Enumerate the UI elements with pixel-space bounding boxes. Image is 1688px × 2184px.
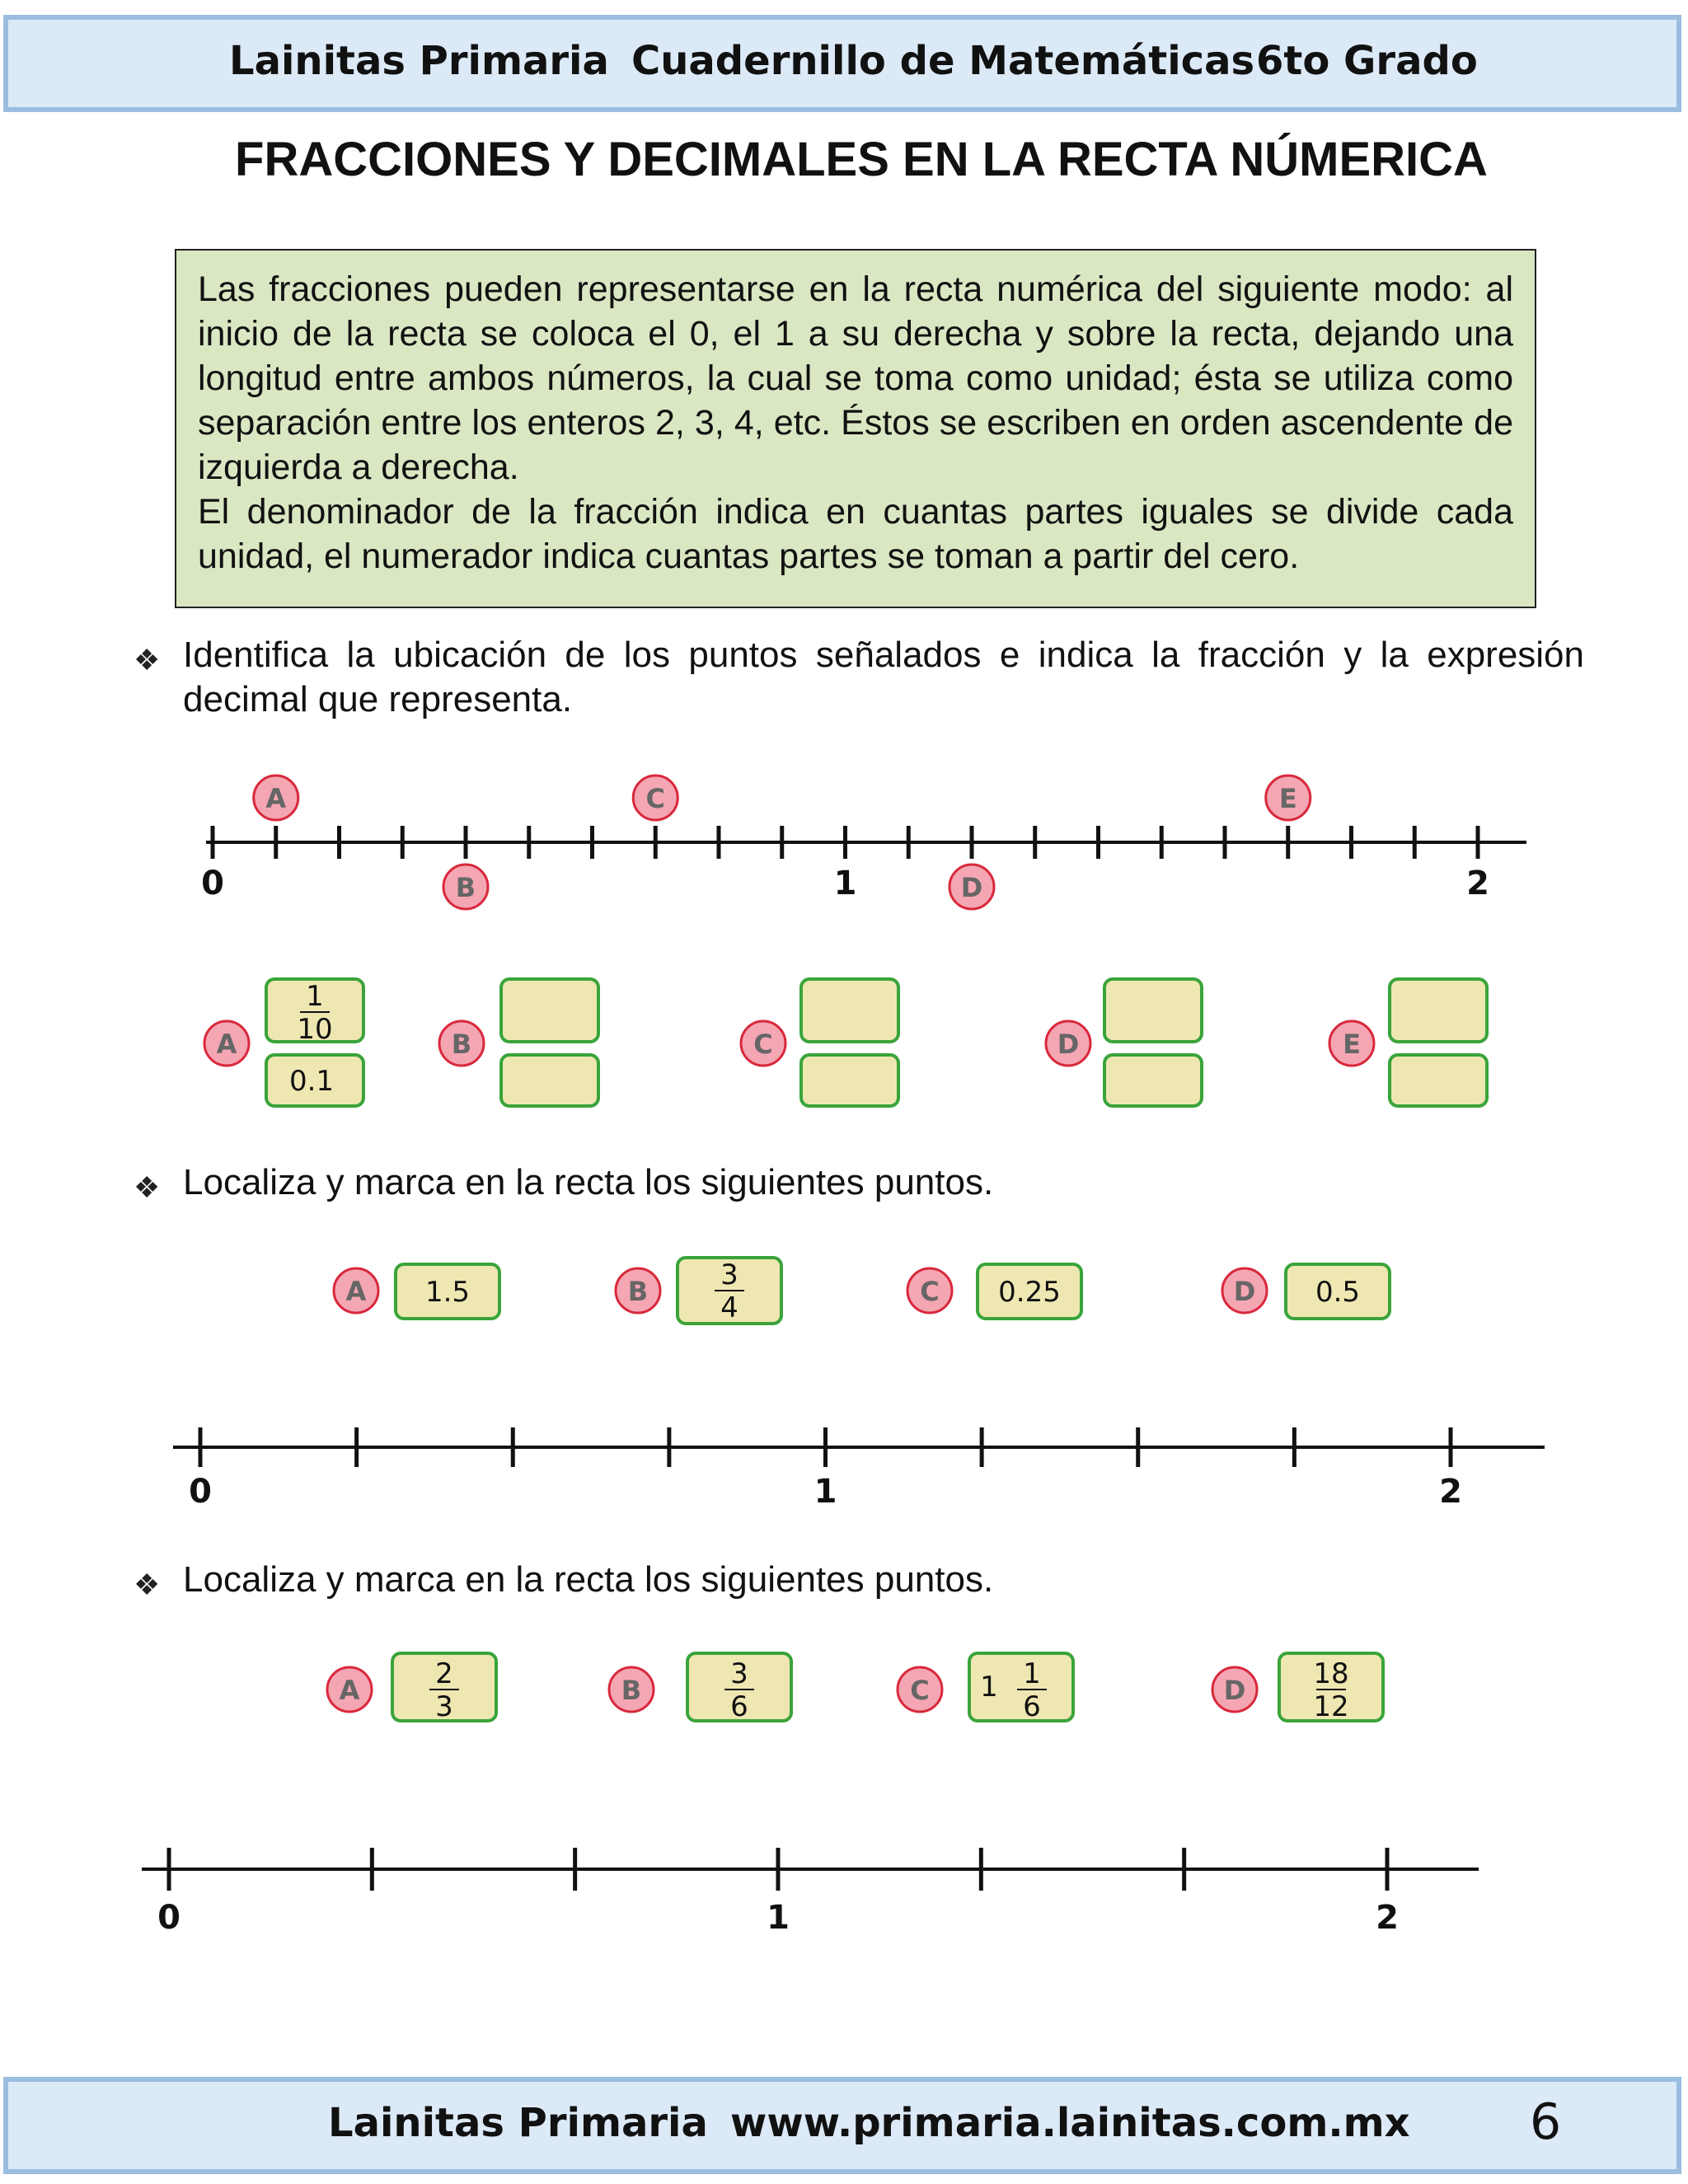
- ex1-line-label-2: 2: [1466, 865, 1489, 902]
- page-title: FRACCIONES Y DECIMALES EN LA RECTA NÚMERICA: [235, 133, 1488, 186]
- ex2-B-numerator: 3: [720, 1258, 738, 1291]
- ex1-decimal-box-C: [801, 1055, 898, 1106]
- ex1-answer-E-letter: E: [1343, 1029, 1361, 1060]
- ex1-point-D-letter: D: [960, 872, 983, 903]
- ex1-answer-A-letter: A: [216, 1029, 237, 1060]
- ex3-D-denominator: 12: [1313, 1690, 1349, 1723]
- ex2-value-A: 1.5: [424, 1276, 471, 1309]
- ex2-line-label-0: 0: [189, 1473, 212, 1511]
- ex3-B-denominator: 6: [730, 1690, 748, 1723]
- ex1-decimal-box-B: [501, 1055, 598, 1106]
- ex1-line-label-0: 0: [201, 865, 224, 902]
- ex2-B-denominator: 4: [720, 1291, 738, 1324]
- ex2-line-label-2: 2: [1439, 1473, 1462, 1511]
- ex1-answer-D-letter: D: [1057, 1029, 1080, 1060]
- ex1-decimal-box-D: [1104, 1055, 1202, 1106]
- ex2-point-D-letter: D: [1233, 1276, 1256, 1307]
- ex1-fraction-box-B: [501, 979, 598, 1042]
- ex3-line-label-0: 0: [157, 1899, 181, 1937]
- header-school: Lainitas Primaria: [229, 38, 609, 84]
- ex1-answer-A-numerator: 1: [306, 980, 324, 1013]
- ex3-line-label-1: 1: [767, 1899, 790, 1937]
- ex3-point-A-letter: A: [339, 1675, 360, 1706]
- ex1-point-A-letter: A: [265, 783, 287, 814]
- ex3-C-numerator: 1: [1023, 1657, 1041, 1690]
- ex3-point-D-letter: D: [1223, 1675, 1246, 1706]
- ex2-point-B-letter: B: [627, 1276, 649, 1307]
- info-paragraph-1: Las fracciones pueden representarse en la recta numérica del siguiente modo: al inicio de la recta se coloca el 0, el 1 a su derecha y sobre la recta, dejando una longitud entre ambos números, la cual se toma como unidad; ésta se utiliza como separación entre los enteros 2, 3, 4, etc. Éstos se escriben en orden ascendente de izquierda a derecha.: [198, 269, 1513, 487]
- ex3-D-numerator: 18: [1313, 1657, 1349, 1690]
- header-grade: 6to Grado: [1256, 38, 1478, 84]
- ex2-value-C: 0.25: [998, 1276, 1061, 1309]
- footer-url: www.primaria.lainitas.com.mx: [730, 2100, 1410, 2146]
- ex3-A-denominator: 3: [435, 1690, 453, 1723]
- ex2-value-D: 0.5: [1315, 1276, 1361, 1309]
- diamond-bullet-icon: ❖: [134, 1568, 161, 1601]
- ex2-point-C-letter: C: [920, 1276, 940, 1307]
- ex1-decimal-box-E: [1390, 1055, 1487, 1106]
- footer-band: [3, 2077, 1681, 2174]
- ex1-fraction-box-E: [1390, 979, 1487, 1042]
- diamond-bullet-icon: ❖: [134, 1170, 161, 1204]
- ex1-answer-C-letter: C: [753, 1029, 773, 1060]
- ex3-C-denominator: 6: [1023, 1690, 1041, 1723]
- page-number: 6: [1530, 2093, 1562, 2151]
- ex1-point-B-letter: B: [455, 872, 476, 903]
- ex3-point-C-letter: C: [910, 1675, 930, 1706]
- exercise2-instruction-text: Localiza y marca en la recta los siguientes puntos.: [183, 1162, 994, 1202]
- ex2-point-A-letter: A: [345, 1276, 367, 1307]
- ex1-line-label-1: 1: [833, 865, 857, 902]
- ex1-fraction-box-C: [801, 979, 898, 1042]
- ex1-decimal-A: 0.1: [288, 1065, 335, 1098]
- ex2-line-label-1: 1: [814, 1473, 837, 1511]
- ex3-whole-C: 1: [980, 1671, 998, 1704]
- ex1-answer-B-letter: B: [451, 1029, 472, 1060]
- ex1-point-E-letter: E: [1278, 783, 1297, 814]
- ex1-answer-A-denominator: 10: [297, 1013, 333, 1046]
- ex3-A-numerator: 2: [435, 1657, 453, 1690]
- ex1-fraction-box-D: [1104, 979, 1202, 1042]
- ex1-point-C-letter: C: [645, 783, 665, 814]
- ex3-point-B-letter: B: [621, 1675, 642, 1706]
- info-paragraph-2: El denominador de la fracción indica en cuantas partes iguales se divide cada unidad, el numerador indica cuantas partes se toman a partir del cero.: [198, 492, 1513, 576]
- diamond-bullet-icon: ❖: [134, 643, 161, 677]
- exercise1-instruction-text: Identifica la ubicación de los puntos señalados e indica la fracción y la expresión decimal que representa.: [183, 635, 1584, 719]
- ex3-line-label-2: 2: [1376, 1899, 1399, 1937]
- footer-school: Lainitas Primaria: [328, 2100, 708, 2146]
- header-booklet: Cuadernillo de Matemáticas: [631, 38, 1255, 84]
- exercise3-instruction-text: Localiza y marca en la recta los siguientes puntos.: [183, 1559, 994, 1600]
- ex3-B-numerator: 3: [730, 1657, 748, 1690]
